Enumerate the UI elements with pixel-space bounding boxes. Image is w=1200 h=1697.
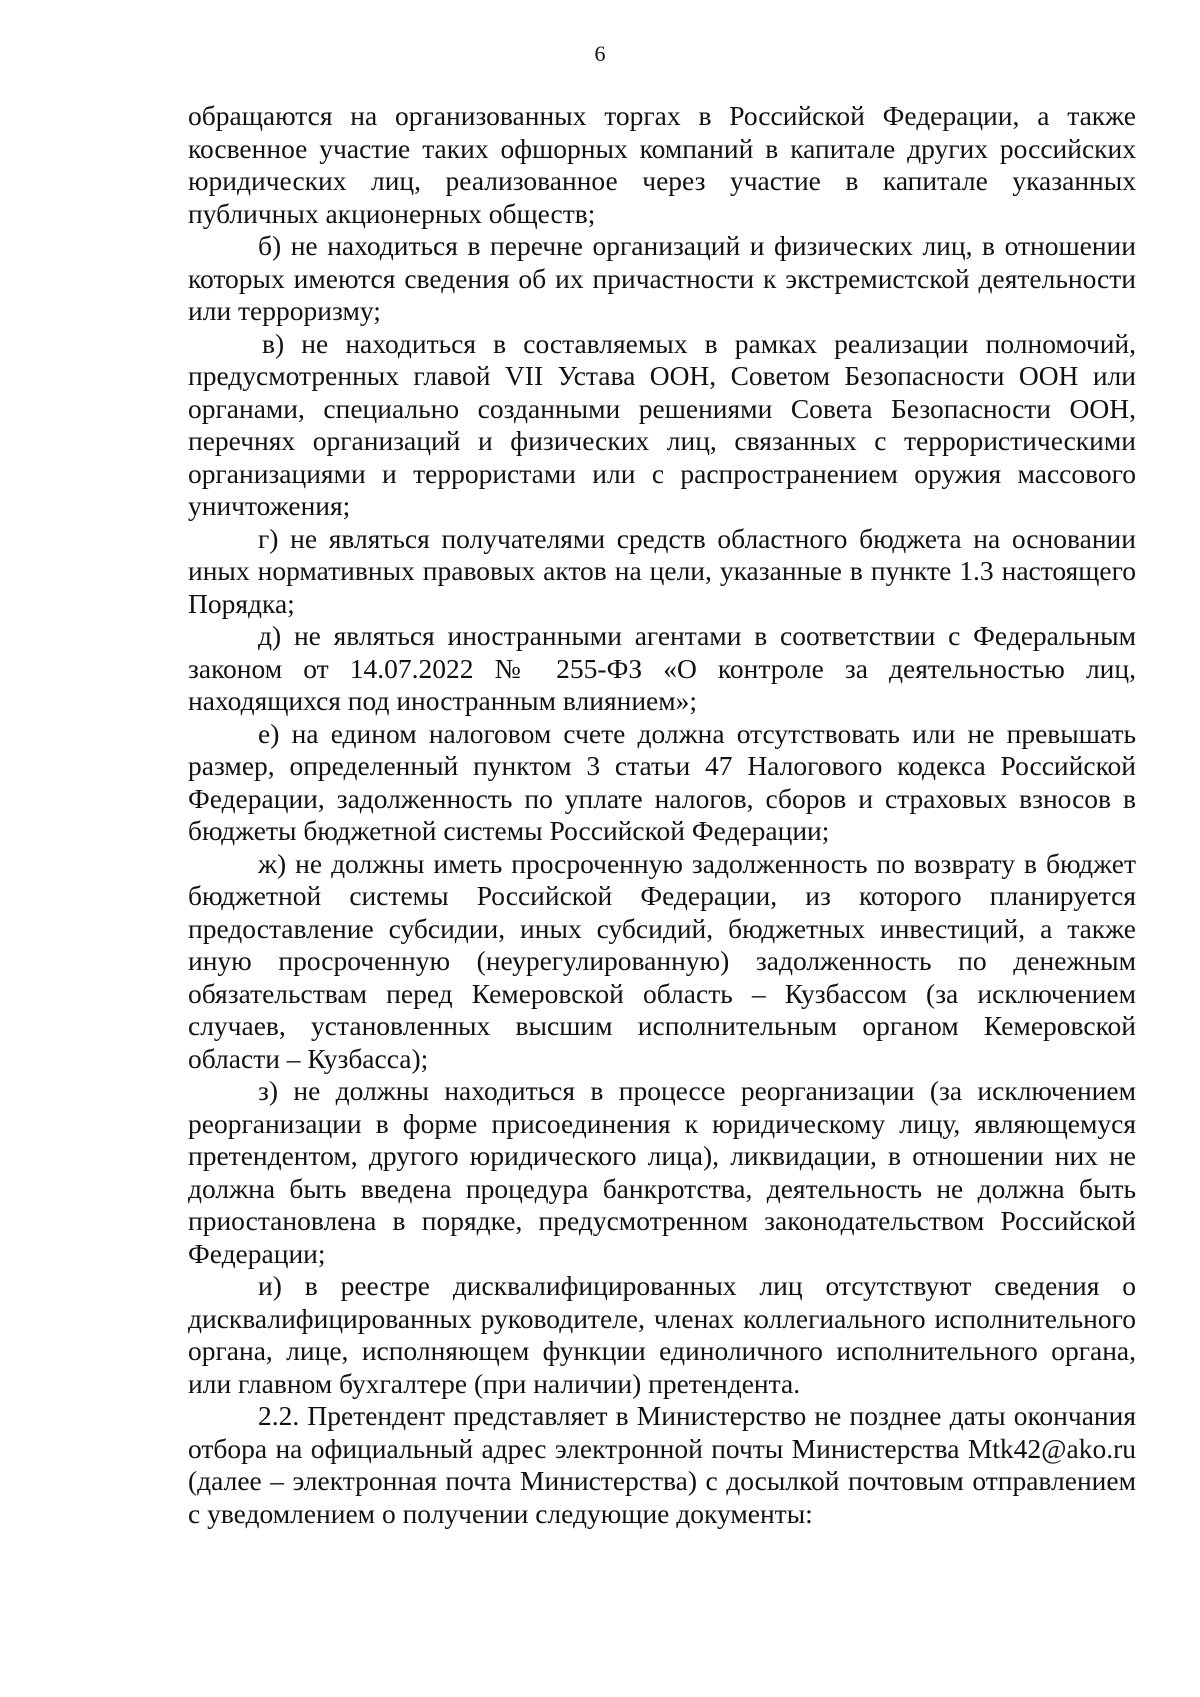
- paragraph-clause-2-2: 2.2. Претендент представляет в Министерство не позднее даты окончания отбора на официальный адрес электронной почты Министерства Mtk42@ako.ru (далее – электронная почта Министерства) с досылкой почтовым отправлением с уведомлением о получении следующие документы:: [188, 1400, 1136, 1529]
- paragraph-item-i: и) в реестре дисквалифицированных лиц отсутствуют сведения о дисквалифицированных руководителе, членах коллегиального исполнительного органа, лице, исполняющем функции единоличного исполнительного органа, или главном бухгалтере (при наличии) претендента.: [188, 1270, 1136, 1399]
- paragraph-item-g: г) не являться получателями средств областного бюджета на основании иных нормативных правовых актов на цели, указанные в пункте 1.3 настоящего Порядка;: [188, 522, 1136, 619]
- paragraph-item-e: е) на едином налоговом счете должна отсутствовать или не превышать размер, определенный пунктом 3 статьи 47 Налогового кодекса Российской Федерации, задолженность по уплате налогов, сборов и страховых взносов в бюджеты бюджетной системы Российской Федерации;: [188, 717, 1136, 846]
- paragraph-item-zh: ж) не должны иметь просроченную задолженность по возврату в бюджет бюджетной системы Российской Федерации, из которого планируется предоставление субсидии, иных субсидий, бюджетных инвестиций, а также иную просроченную (неурегулированную) задолженность по денежным обязательствам перед Кемеровской область – Кузбассом (за исключением случаев, установленных высшим исполнительным органом Кемеровской области – Кузбасса);: [188, 847, 1136, 1074]
- paragraph-item-b: б) не находиться в перечне организаций и физических лиц, в отношении которых имеются сведения об их причастности к экстремистской деятельности или терроризму;: [188, 230, 1136, 326]
- paragraph-continuation: обращаются на организованных торгах в Российской Федерации, а также косвенное участие таких офшорных компаний в капитале других российских юридических лиц, реализованное через участие в капитале указанных публичных акционерных обществ;: [188, 100, 1136, 229]
- paragraph-item-d: д) не являться иностранными агентами в соответствии с Федеральным законом от 14.07.2022 № 255-ФЗ «О контроле за деятельностью лиц, находящихся под иностранным влиянием»;: [188, 620, 1136, 716]
- document-body: [188, 100, 1136, 1530]
- paragraph-item-z: з) не должны находиться в процессе реорганизации (за исключением реорганизации в форме присоединения к юридическому лицу, являющемуся претендентом, другого юридического лица), ликвидации, в отношении них не должна быть введена процедура банкротства, деятельность не должна быть приостановлена в порядке, предусмотренном законодательством Российской Федерации;: [188, 1075, 1136, 1269]
- paragraph-item-v: в) не находиться в составляемых в рамках реализации полномочий, предусмотренных главой VII Устава ООН, Советом Безопасности ООН или органами, специально созданными решениями Совета Безопасности ООН, перечнях организаций и физических лиц, связанных с террористическими организациями и террористами или с распространением оружия массового уничтожения;: [188, 327, 1136, 521]
- page-number: 6: [594, 41, 606, 66]
